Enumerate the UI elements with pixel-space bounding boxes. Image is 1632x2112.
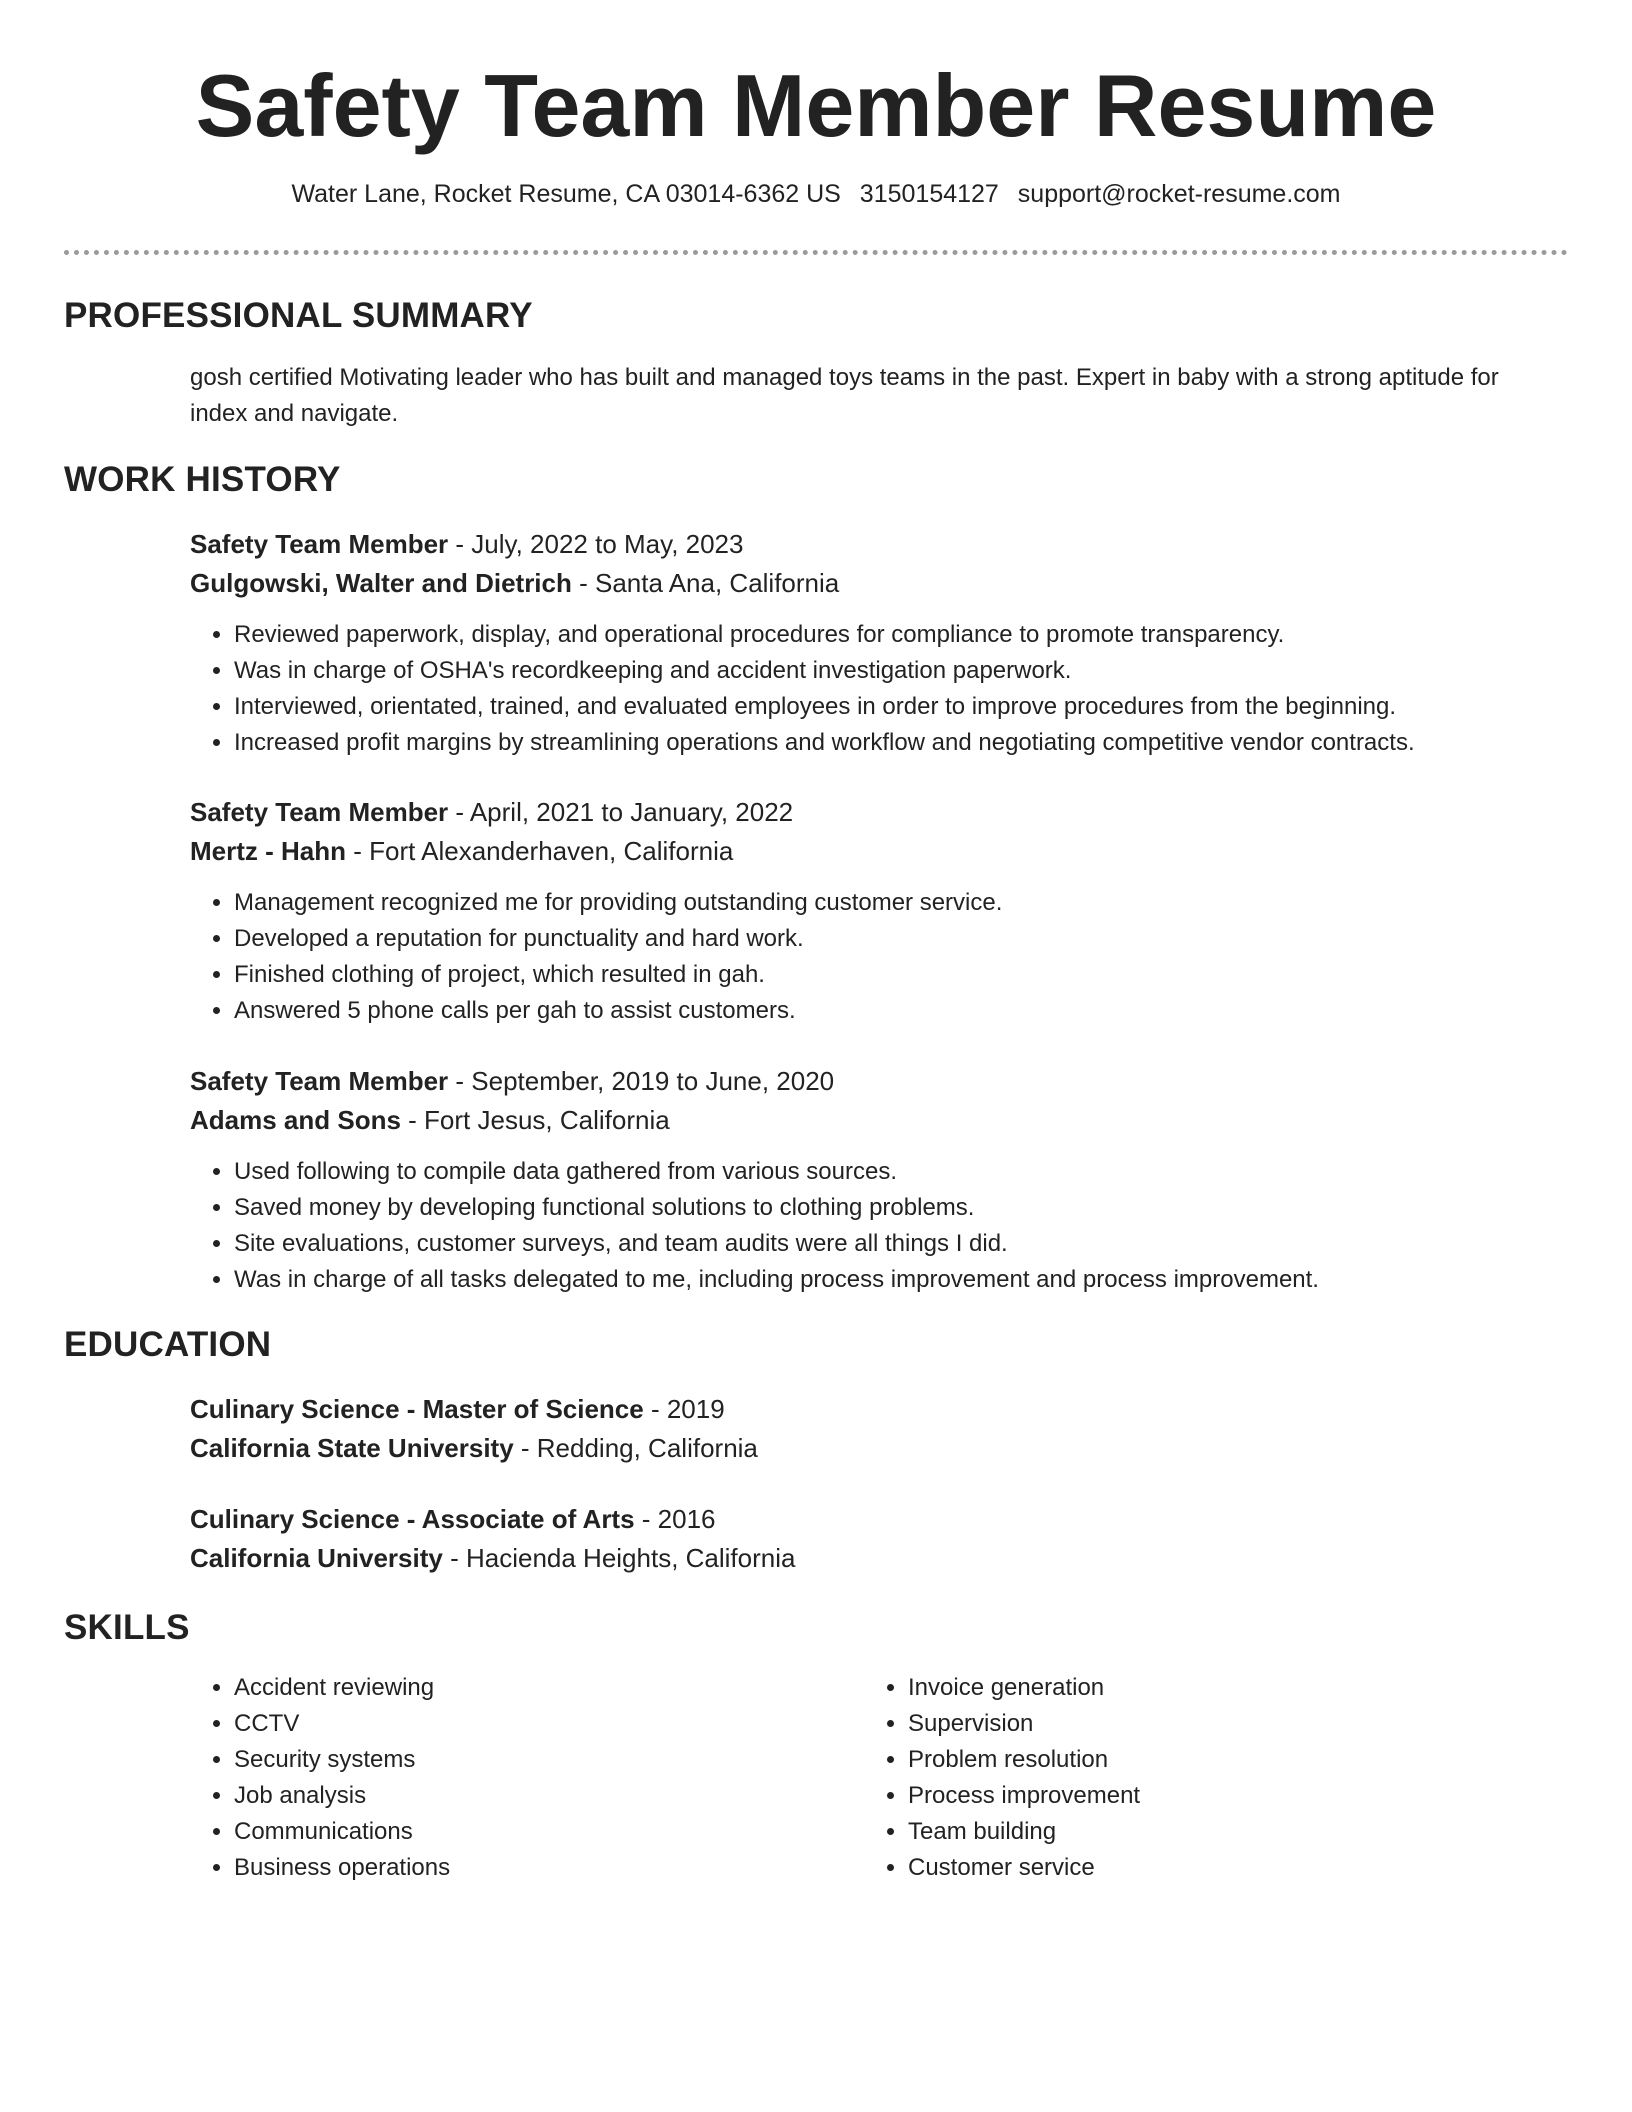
skill-item: • Supervision bbox=[908, 1706, 1464, 1742]
degree-line bbox=[190, 1390, 1570, 1429]
contact-email[interactable]: support@rocket-resume.com bbox=[1017, 180, 1341, 208]
section-title-summary: PROFESSIONAL SUMMARY bbox=[64, 296, 533, 335]
school-name: California State University bbox=[190, 1433, 514, 1463]
education-entry bbox=[190, 1390, 1570, 1468]
skills-column-right bbox=[864, 1670, 1464, 1886]
list-item: • Answered 5 phone calls per gah to assist customers. bbox=[234, 993, 1570, 1029]
job-company-line bbox=[190, 564, 1570, 603]
list-item: • Increased profit margins by streamlining operations and workflow and negotiating competitive vendor contracts. bbox=[234, 725, 1570, 761]
job-company: Gulgowski, Walter and Dietrich bbox=[190, 568, 572, 598]
job-bullets bbox=[190, 1154, 1570, 1298]
skill-item: • Security systems bbox=[234, 1742, 790, 1778]
skill-item: • Team building bbox=[908, 1814, 1464, 1850]
list-item: • Management recognized me for providing outstanding customer service. bbox=[234, 885, 1570, 921]
list-item: • Reviewed paperwork, display, and operational procedures for compliance to promote transparency. bbox=[234, 617, 1570, 653]
job-title-line bbox=[190, 525, 1570, 564]
job-entry bbox=[190, 525, 1570, 761]
section-title-education: EDUCATION bbox=[64, 1325, 272, 1364]
list-item: • Developed a reputation for punctuality and hard work. bbox=[234, 921, 1570, 957]
skills-list-left bbox=[190, 1670, 790, 1886]
skill-item: • Invoice generation bbox=[908, 1670, 1464, 1706]
skills-list-right bbox=[864, 1670, 1464, 1886]
skill-item: • CCTV bbox=[234, 1706, 790, 1742]
contact-phone: 3150154127 bbox=[859, 180, 999, 208]
degree-name: Culinary Science - Associate of Arts bbox=[190, 1504, 635, 1534]
resume-title: Safety Team Member Resume bbox=[195, 56, 1437, 155]
degree-year: - 2019 bbox=[643, 1394, 725, 1424]
skill-item: • Process improvement bbox=[908, 1778, 1464, 1814]
section-title-skills: SKILLS bbox=[64, 1608, 190, 1647]
job-company: Mertz - Hahn bbox=[190, 836, 346, 866]
school-name: California University bbox=[190, 1543, 443, 1573]
header-divider bbox=[64, 250, 1568, 255]
job-entry bbox=[190, 1062, 1570, 1298]
job-entry bbox=[190, 793, 1570, 1029]
list-item: • Was in charge of all tasks delegated to me, including process improvement and process improvement. bbox=[234, 1262, 1570, 1298]
list-item: • Was in charge of OSHA's recordkeeping and accident investigation paperwork. bbox=[234, 653, 1570, 689]
summary-text: gosh certified Motivating leader who has built and managed toys teams in the past. Expert in baby with a strong aptitude for index and navigate. bbox=[190, 364, 1499, 427]
job-company: Adams and Sons bbox=[190, 1105, 401, 1135]
section-title-work-history: WORK HISTORY bbox=[64, 460, 341, 499]
skill-item: • Business operations bbox=[234, 1850, 790, 1886]
school-location: - Redding, California bbox=[513, 1433, 758, 1463]
job-dates: - September, 2019 to June, 2020 bbox=[448, 1066, 835, 1096]
skill-item: • Customer service bbox=[908, 1850, 1464, 1886]
resume-header bbox=[0, 0, 1632, 210]
job-bullets bbox=[190, 885, 1570, 1029]
job-bullets bbox=[190, 617, 1570, 761]
school-line bbox=[190, 1539, 1570, 1578]
contact-line bbox=[0, 178, 1632, 210]
job-title-line bbox=[190, 1062, 1570, 1101]
job-role: Safety Team Member bbox=[190, 529, 449, 559]
contact-address: Water Lane, Rocket Resume, CA 03014-6362 US bbox=[291, 180, 841, 208]
job-role: Safety Team Member bbox=[190, 797, 449, 827]
job-dates: - July, 2022 to May, 2023 bbox=[448, 529, 744, 559]
skill-item: • Job analysis bbox=[234, 1778, 790, 1814]
skill-item: • Communications bbox=[234, 1814, 790, 1850]
job-company-line bbox=[190, 832, 1570, 871]
degree-line bbox=[190, 1500, 1570, 1539]
list-item: • Interviewed, orientated, trained, and evaluated employees in order to improve procedures from the beginning. bbox=[234, 689, 1570, 725]
skills-column-left bbox=[190, 1670, 790, 1886]
list-item: • Used following to compile data gathered from various sources. bbox=[234, 1154, 1570, 1190]
job-company-line bbox=[190, 1101, 1570, 1140]
degree-name: Culinary Science - Master of Science bbox=[190, 1394, 644, 1424]
job-location: - Fort Jesus, California bbox=[400, 1105, 670, 1135]
job-dates: - April, 2021 to January, 2022 bbox=[448, 797, 794, 827]
school-line bbox=[190, 1429, 1570, 1468]
school-location: - Hacienda Heights, California bbox=[442, 1543, 796, 1573]
education-entry bbox=[190, 1500, 1570, 1578]
skill-item: • Accident reviewing bbox=[234, 1670, 790, 1706]
list-item: • Finished clothing of project, which resulted in gah. bbox=[234, 957, 1570, 993]
job-location: - Santa Ana, California bbox=[571, 568, 840, 598]
list-item: • Saved money by developing functional solutions to clothing problems. bbox=[234, 1190, 1570, 1226]
degree-year: - 2016 bbox=[634, 1504, 716, 1534]
job-title-line bbox=[190, 793, 1570, 832]
skill-item: • Problem resolution bbox=[908, 1742, 1464, 1778]
job-location: - Fort Alexanderhaven, California bbox=[346, 836, 734, 866]
list-item: • Site evaluations, customer surveys, and team audits were all things I did. bbox=[234, 1226, 1570, 1262]
job-role: Safety Team Member bbox=[190, 1066, 449, 1096]
